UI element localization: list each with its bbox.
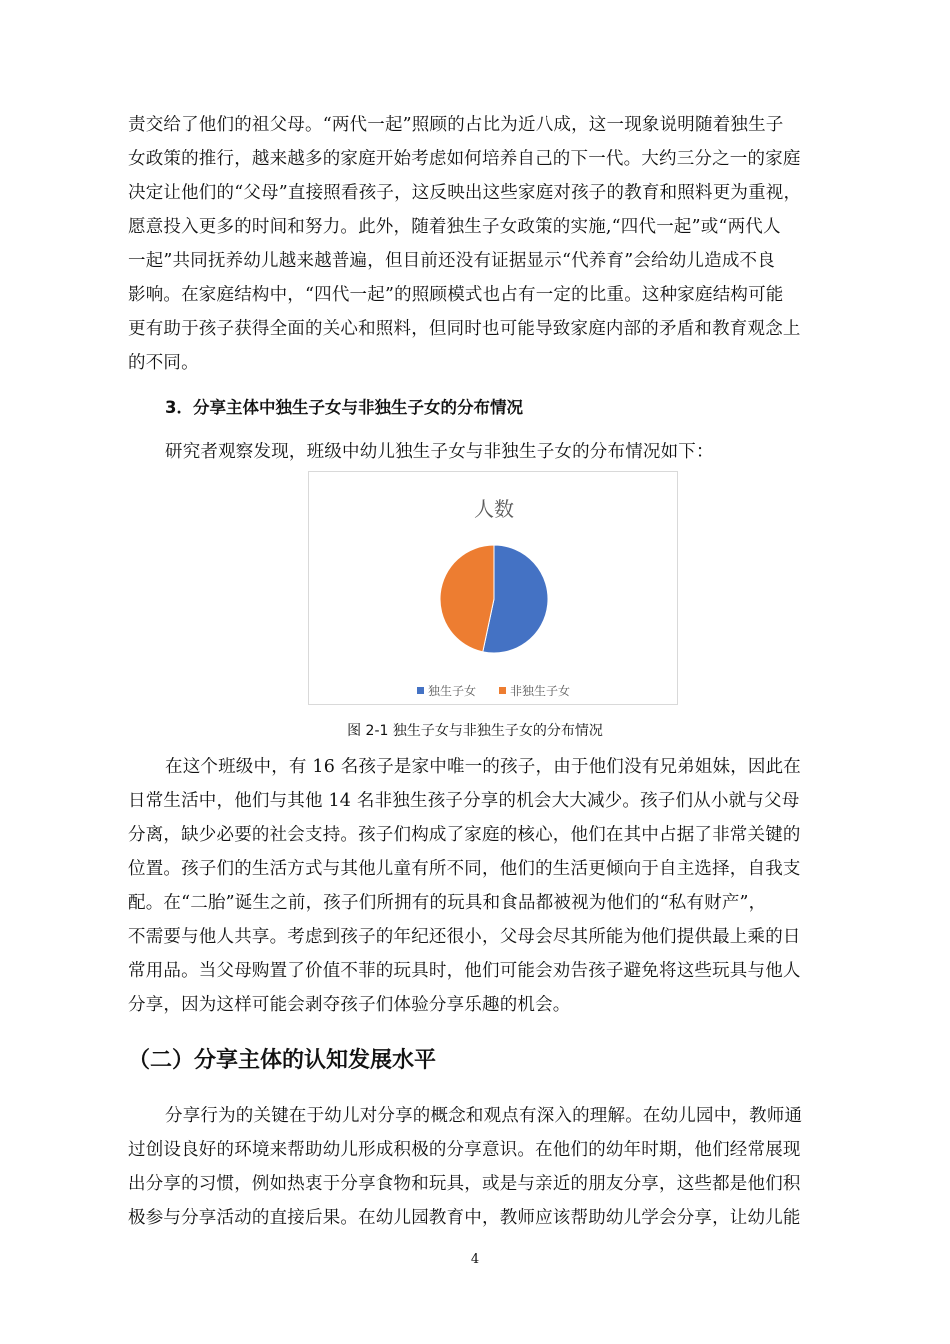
paragraph-only-child xyxy=(128,750,828,1022)
text-line: 决定让他们的“父母”直接照看孩子，这反映出这些家庭对孩子的教育和照料更为重视， xyxy=(128,183,802,203)
text-line: 配。在“二胎”诞生之前，孩子们所拥有的玩具和食品都被视为他们的“私有财产”， xyxy=(128,893,767,913)
chart-title: 人数 xyxy=(474,497,514,521)
pie-slice-2 xyxy=(440,545,494,652)
legend-swatch-2 xyxy=(499,687,506,694)
page-number: 4 xyxy=(470,1252,480,1267)
pie-chart xyxy=(308,471,678,705)
text-line: 的不同。 xyxy=(128,353,199,373)
text-line: 位置。孩子们的生活方式与其他儿童有所不同，他们的生活更倾向于自主选择，自我支 xyxy=(128,859,801,879)
text-line: 分享，因为这样可能会剥夺孩子们体验分享乐趣的机会。 xyxy=(128,995,571,1015)
text-line: 常用品。当父母购置了价值不菲的玩具时，他们可能会劝告孩子避免将这些玩具与他人 xyxy=(128,961,801,981)
intro-paragraph xyxy=(165,435,865,469)
text-line: 日常生活中，他们与其他 14 名非独生孩子分享的机会大大减少。孩子们从小就与父母 xyxy=(128,791,800,811)
paragraph-family-care xyxy=(128,108,828,380)
pie-slices xyxy=(440,545,548,653)
legend-swatch-1 xyxy=(417,687,424,694)
text-line: 分离，缺少必要的社会支持。孩子们构成了家庭的核心，他们在其中占据了非常关键的 xyxy=(128,825,801,845)
text-line: 愿意投入更多的时间和努力。此外，随着独生子女政策的实施,“四代一起”或“两代人 xyxy=(128,217,781,237)
text-line: 分享行为的关键在于幼儿对分享的概念和观点有深入的理解。在幼儿园中，教师通 xyxy=(165,1106,803,1126)
legend-label-2: 非独生子女 xyxy=(510,684,571,698)
text-line: 更有助于孩子获得全面的关心和照料，但同时也可能导致家庭内部的矛盾和教育观念上 xyxy=(128,319,801,339)
text-line: 过创设良好的环境来帮助幼儿形成积极的分享意识。在他们的幼年时期，他们经常展现 xyxy=(128,1140,801,1160)
text-line: 影响。在家庭结构中，“四代一起”的照顾模式也占有一定的比重。这种家庭结构可能 xyxy=(128,285,784,305)
text-line: 女政策的推行，越来越多的家庭开始考虑如何培养自己的下一代。大约三分之一的家庭 xyxy=(128,149,801,169)
text-line: 不需要与他人共享。考虑到孩子的年纪还很小，父母会尽其所能为他们提供最上乘的日 xyxy=(128,927,801,947)
pie-chart-svg xyxy=(309,472,679,706)
paragraph-cognition xyxy=(128,1099,828,1235)
text-line: 出分享的习惯，例如热衷于分享食物和玩具，或是与亲近的朋友分享，这些都是他们积 xyxy=(128,1174,801,1194)
text-line: 研究者观察发现，班级中幼儿独生子女与非独生子女的分布情况如下： xyxy=(165,442,714,462)
text-line: 一起”共同抚养幼儿越来越普遍，但目前还没有证据显示“代养育”会给幼儿造成不良 xyxy=(128,251,775,271)
text-line: 极参与分享活动的直接后果。在幼儿园教育中，教师应该帮助幼儿学会分享，让幼儿能 xyxy=(128,1208,801,1228)
section-heading-2: （二）分享主体的认知发展水平 xyxy=(128,1048,437,1073)
chart-legend xyxy=(417,683,570,698)
figure-caption: 图 2-1 独生子女与非独生子女的分布情况 xyxy=(347,723,603,739)
legend-label-1: 独生子女 xyxy=(428,684,477,698)
section-heading-3: 3．分享主体中独生子女与非独生子女的分布情况 xyxy=(165,398,523,417)
text-line: 在这个班级中，有 16 名孩子是家中唯一的孩子，由于他们没有兄弟姐妹，因此在 xyxy=(165,757,801,777)
text-line: 责交给了他们的祖父母。“两代一起”照顾的占比为近八成，这一现象说明随着独生子 xyxy=(128,115,784,135)
